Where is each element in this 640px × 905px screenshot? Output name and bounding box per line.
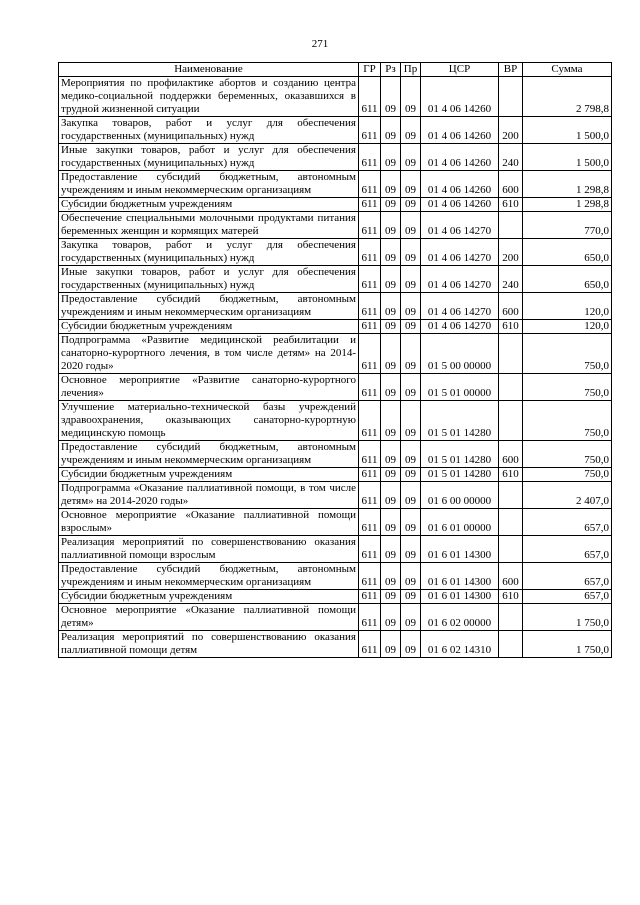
cell-gr: 611	[359, 631, 381, 658]
cell-sum: 750,0	[523, 374, 612, 401]
cell-rz: 09	[381, 212, 401, 239]
cell-csr: 01 4 06 14270	[421, 293, 499, 320]
cell-sum: 750,0	[523, 468, 612, 482]
table-row	[59, 212, 612, 239]
cell-gr: 611	[359, 212, 381, 239]
cell-pr: 09	[401, 77, 421, 117]
cell-gr: 611	[359, 441, 381, 468]
header-rz: Рз	[381, 63, 401, 77]
cell-sum: 1 500,0	[523, 117, 612, 144]
cell-gr: 611	[359, 563, 381, 590]
table-row	[59, 509, 612, 536]
cell-rz: 09	[381, 293, 401, 320]
cell-name: Субсидии бюджетным учреждениям	[59, 198, 359, 212]
cell-gr: 611	[359, 509, 381, 536]
cell-csr: 01 4 06 14260	[421, 171, 499, 198]
cell-pr: 09	[401, 482, 421, 509]
cell-name: Подпрограмма «Оказание паллиативной помощи, в том числе детям» на 2014-2020 годы»	[59, 482, 359, 509]
cell-name: Реализация мероприятий по совершенствованию оказания паллиативной помощи взрослым	[59, 536, 359, 563]
cell-rz: 09	[381, 482, 401, 509]
table-row	[59, 117, 612, 144]
cell-vr: 200	[499, 117, 523, 144]
cell-csr: 01 6 01 14300	[421, 563, 499, 590]
cell-sum: 650,0	[523, 266, 612, 293]
header-pr: Пр	[401, 63, 421, 77]
cell-name: Предоставление субсидий бюджетным, автономным учреждениям и иным некоммерческим организациям	[59, 563, 359, 590]
cell-sum: 1 298,8	[523, 198, 612, 212]
budget-table	[58, 62, 612, 658]
cell-rz: 09	[381, 239, 401, 266]
cell-vr: 610	[499, 590, 523, 604]
cell-vr	[499, 536, 523, 563]
cell-sum: 657,0	[523, 563, 612, 590]
cell-name: Подпрограмма «Развитие медицинской реабилитации и санаторно-курортного лечения, в том числе детям» на 2014-2020 годы»	[59, 334, 359, 374]
cell-name: Мероприятия по профилактике абортов и созданию центра медико-социальной поддержки беременных, оказавшихся в трудной жизненной ситуации	[59, 77, 359, 117]
cell-gr: 611	[359, 536, 381, 563]
table-row	[59, 266, 612, 293]
cell-pr: 09	[401, 212, 421, 239]
cell-rz: 09	[381, 374, 401, 401]
cell-name: Обеспечение специальными молочными продуктами питания беременных женщин и кормящих матерей	[59, 212, 359, 239]
cell-rz: 09	[381, 334, 401, 374]
table-row	[59, 239, 612, 266]
cell-pr: 09	[401, 239, 421, 266]
cell-csr: 01 5 00 00000	[421, 334, 499, 374]
cell-vr: 600	[499, 293, 523, 320]
cell-gr: 611	[359, 117, 381, 144]
table-row	[59, 604, 612, 631]
cell-vr: 240	[499, 266, 523, 293]
cell-name: Основное мероприятие «Развитие санаторно-курортного лечения»	[59, 374, 359, 401]
cell-pr: 09	[401, 198, 421, 212]
cell-sum: 1 750,0	[523, 631, 612, 658]
page-number: 271	[311, 38, 329, 50]
cell-rz: 09	[381, 590, 401, 604]
cell-vr: 600	[499, 441, 523, 468]
cell-pr: 09	[401, 266, 421, 293]
cell-rz: 09	[381, 631, 401, 658]
cell-vr	[499, 604, 523, 631]
cell-gr: 611	[359, 171, 381, 198]
cell-sum: 770,0	[523, 212, 612, 239]
cell-gr: 611	[359, 604, 381, 631]
cell-gr: 611	[359, 198, 381, 212]
cell-sum: 1 500,0	[523, 144, 612, 171]
cell-gr: 611	[359, 590, 381, 604]
cell-sum: 650,0	[523, 239, 612, 266]
cell-rz: 09	[381, 401, 401, 441]
cell-rz: 09	[381, 536, 401, 563]
cell-csr: 01 6 01 00000	[421, 509, 499, 536]
cell-vr	[499, 77, 523, 117]
cell-pr: 09	[401, 374, 421, 401]
cell-sum: 2 407,0	[523, 482, 612, 509]
cell-name: Реализация мероприятий по совершенствованию оказания паллиативной помощи детям	[59, 631, 359, 658]
cell-csr: 01 6 00 00000	[421, 482, 499, 509]
cell-sum: 657,0	[523, 536, 612, 563]
cell-gr: 611	[359, 293, 381, 320]
cell-pr: 09	[401, 536, 421, 563]
cell-name: Субсидии бюджетным учреждениям	[59, 590, 359, 604]
table-row	[59, 401, 612, 441]
cell-gr: 611	[359, 468, 381, 482]
cell-gr: 611	[359, 320, 381, 334]
cell-rz: 09	[381, 468, 401, 482]
table-row	[59, 171, 612, 198]
cell-gr: 611	[359, 239, 381, 266]
cell-pr: 09	[401, 334, 421, 374]
table-body	[59, 77, 612, 658]
cell-pr: 09	[401, 631, 421, 658]
cell-csr: 01 6 01 14300	[421, 590, 499, 604]
cell-name: Улучшение материально-технической базы учреждений здравоохранения, оказывающих санаторно-курортную медицинскую помощь	[59, 401, 359, 441]
cell-vr: 240	[499, 144, 523, 171]
table-row	[59, 590, 612, 604]
table-row	[59, 374, 612, 401]
cell-name: Основное мероприятие «Оказание паллиативной помощи детям»	[59, 604, 359, 631]
cell-pr: 09	[401, 509, 421, 536]
cell-name: Субсидии бюджетным учреждениям	[59, 468, 359, 482]
table-row	[59, 77, 612, 117]
cell-vr: 610	[499, 320, 523, 334]
cell-pr: 09	[401, 320, 421, 334]
cell-csr: 01 4 06 14270	[421, 239, 499, 266]
cell-pr: 09	[401, 117, 421, 144]
cell-gr: 611	[359, 401, 381, 441]
cell-csr: 01 5 01 14280	[421, 441, 499, 468]
cell-pr: 09	[401, 590, 421, 604]
header-csr: ЦСР	[421, 63, 499, 77]
cell-csr: 01 4 06 14260	[421, 198, 499, 212]
table-row	[59, 536, 612, 563]
cell-name: Основное мероприятие «Оказание паллиативной помощи взрослым»	[59, 509, 359, 536]
cell-vr: 600	[499, 171, 523, 198]
cell-csr: 01 4 06 14270	[421, 320, 499, 334]
header-name: Наименование	[59, 63, 359, 77]
cell-sum: 657,0	[523, 509, 612, 536]
cell-name: Иные закупки товаров, работ и услуг для обеспечения государственных (муниципальных) нужд	[59, 144, 359, 171]
table-row	[59, 468, 612, 482]
cell-rz: 09	[381, 144, 401, 171]
cell-csr: 01 6 01 14300	[421, 536, 499, 563]
cell-sum: 1 298,8	[523, 171, 612, 198]
cell-pr: 09	[401, 563, 421, 590]
cell-pr: 09	[401, 401, 421, 441]
cell-vr: 600	[499, 563, 523, 590]
cell-vr: 610	[499, 198, 523, 212]
cell-vr	[499, 374, 523, 401]
cell-vr: 200	[499, 239, 523, 266]
cell-name: Предоставление субсидий бюджетным, автономным учреждениям и иным некоммерческим организациям	[59, 293, 359, 320]
cell-vr	[499, 212, 523, 239]
cell-rz: 09	[381, 77, 401, 117]
cell-sum: 750,0	[523, 334, 612, 374]
cell-gr: 611	[359, 482, 381, 509]
header-gr: ГР	[359, 63, 381, 77]
cell-csr: 01 6 02 14310	[421, 631, 499, 658]
cell-csr: 01 4 06 14260	[421, 117, 499, 144]
cell-name: Иные закупки товаров, работ и услуг для обеспечения государственных (муниципальных) нужд	[59, 266, 359, 293]
table-row	[59, 563, 612, 590]
cell-csr: 01 6 02 00000	[421, 604, 499, 631]
cell-csr: 01 5 01 14280	[421, 468, 499, 482]
cell-rz: 09	[381, 441, 401, 468]
cell-pr: 09	[401, 441, 421, 468]
table-row	[59, 334, 612, 374]
cell-vr	[499, 482, 523, 509]
cell-rz: 09	[381, 320, 401, 334]
cell-pr: 09	[401, 468, 421, 482]
table-row	[59, 144, 612, 171]
cell-vr	[499, 401, 523, 441]
cell-csr: 01 5 01 00000	[421, 374, 499, 401]
cell-gr: 611	[359, 77, 381, 117]
table-row	[59, 631, 612, 658]
cell-sum: 2 798,8	[523, 77, 612, 117]
cell-rz: 09	[381, 171, 401, 198]
cell-gr: 611	[359, 334, 381, 374]
table-row	[59, 320, 612, 334]
cell-sum: 750,0	[523, 441, 612, 468]
cell-vr	[499, 334, 523, 374]
cell-vr	[499, 631, 523, 658]
cell-vr	[499, 509, 523, 536]
table-row	[59, 293, 612, 320]
table-header-row	[59, 63, 612, 77]
header-sum: Сумма	[523, 63, 612, 77]
cell-sum: 120,0	[523, 320, 612, 334]
cell-rz: 09	[381, 509, 401, 536]
cell-name: Предоставление субсидий бюджетным, автономным учреждениям и иным некоммерческим организациям	[59, 441, 359, 468]
cell-sum: 1 750,0	[523, 604, 612, 631]
cell-pr: 09	[401, 144, 421, 171]
cell-csr: 01 4 06 14270	[421, 212, 499, 239]
cell-csr: 01 4 06 14270	[421, 266, 499, 293]
cell-sum: 657,0	[523, 590, 612, 604]
cell-gr: 611	[359, 144, 381, 171]
cell-pr: 09	[401, 171, 421, 198]
cell-rz: 09	[381, 563, 401, 590]
cell-csr: 01 4 06 14260	[421, 77, 499, 117]
table-row	[59, 198, 612, 212]
cell-rz: 09	[381, 198, 401, 212]
table-row	[59, 441, 612, 468]
cell-pr: 09	[401, 293, 421, 320]
cell-pr: 09	[401, 604, 421, 631]
cell-rz: 09	[381, 604, 401, 631]
cell-csr: 01 5 01 14280	[421, 401, 499, 441]
cell-sum: 750,0	[523, 401, 612, 441]
cell-rz: 09	[381, 266, 401, 293]
table-row	[59, 482, 612, 509]
cell-csr: 01 4 06 14260	[421, 144, 499, 171]
cell-vr: 610	[499, 468, 523, 482]
cell-sum: 120,0	[523, 293, 612, 320]
cell-name: Закупка товаров, работ и услуг для обеспечения государственных (муниципальных) нужд	[59, 117, 359, 144]
cell-name: Субсидии бюджетным учреждениям	[59, 320, 359, 334]
cell-rz: 09	[381, 117, 401, 144]
cell-name: Закупка товаров, работ и услуг для обеспечения государственных (муниципальных) нужд	[59, 239, 359, 266]
header-vr: ВР	[499, 63, 523, 77]
cell-gr: 611	[359, 374, 381, 401]
cell-name: Предоставление субсидий бюджетным, автономным учреждениям и иным некоммерческим организациям	[59, 171, 359, 198]
cell-gr: 611	[359, 266, 381, 293]
